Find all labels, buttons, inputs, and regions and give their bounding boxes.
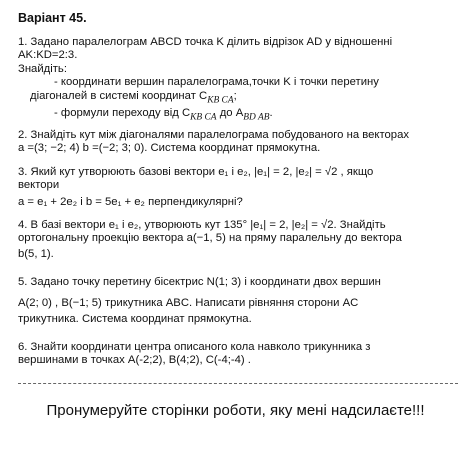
task-6-line-1: 6. Знайти координати центра описаного кола навколо трикунника з — [18, 341, 371, 353]
task-3-line-3: a = e₁ + 2e₂ і b = 5e₁ + e₂ перпендикулярні? — [18, 195, 243, 208]
task-5-line-3: трикутника. Система координат прямокутна. — [18, 312, 252, 325]
task-4 — [18, 219, 458, 261]
task-6 — [18, 341, 458, 368]
variant-title: Варіант 45. — [18, 11, 87, 25]
task-4-line-1: 4. В базі вектори e₁ і e₂, утворюють кут 135° |e₁| = 2, |e₂| = √2. Знайдіть — [18, 219, 386, 231]
task-5 — [18, 276, 458, 326]
task-3-line-1: 3. Який кут утворюють базові вектори e₁ і e₂, |e₁| = 2, |e₂| = √2 , якщо — [18, 166, 374, 178]
task-3 — [18, 166, 458, 209]
task-1 — [18, 36, 458, 125]
task-1-line-1: 1. Задано паралелограм ABCD точка K ділить відрізок AD у відношенні — [18, 36, 393, 48]
task-1-line-6: - формули переходу від $C_{KB CA}$ до $A_{BD AB}$. — [54, 107, 273, 123]
task-1-line-2: AK:KD=2:3. — [18, 49, 78, 62]
task-6-line-2: вершинами в точках A(-2;2), B(4;2), C(-4;-4) . — [18, 354, 251, 367]
task-2 — [18, 129, 458, 156]
task-3-line-2: вектори — [18, 179, 60, 192]
task-1-line-3: Знайдіть: — [18, 62, 67, 75]
task-2-line-1: 2. Знайдіть кут між діагоналями паралелограма побудованого на векторах — [18, 129, 410, 141]
footer-note: Пронумеруйте сторінки роботи, яку мені надсилаєте!!! — [46, 402, 425, 419]
task-1-line-5: діагоналей в системі координат $C_{KB CA}$; — [30, 89, 237, 105]
task-2-line-2: a =(3; −2; 4) b =(−2; 3; 0). Система координат прямокутна. — [18, 142, 321, 155]
task-5-line-2: A(2; 0) , B(−1; 5) трикутника ABC. Написати рівняння сторони AC — [18, 297, 359, 310]
task-4-line-3: b(5, 1). — [18, 247, 54, 260]
dashed-divider — [18, 383, 458, 384]
task-4-line-2: ортогональну проекцію вектора a(−1, 5) на пряму паралельну до вектора — [18, 232, 402, 245]
task-5-line-1: 5. Задано точку перетину бісектрис N(1; 3) і координати двох вершин — [18, 276, 381, 288]
task-1-line-4: - координати вершин паралелограма,точки K і точки перетину — [54, 76, 379, 89]
